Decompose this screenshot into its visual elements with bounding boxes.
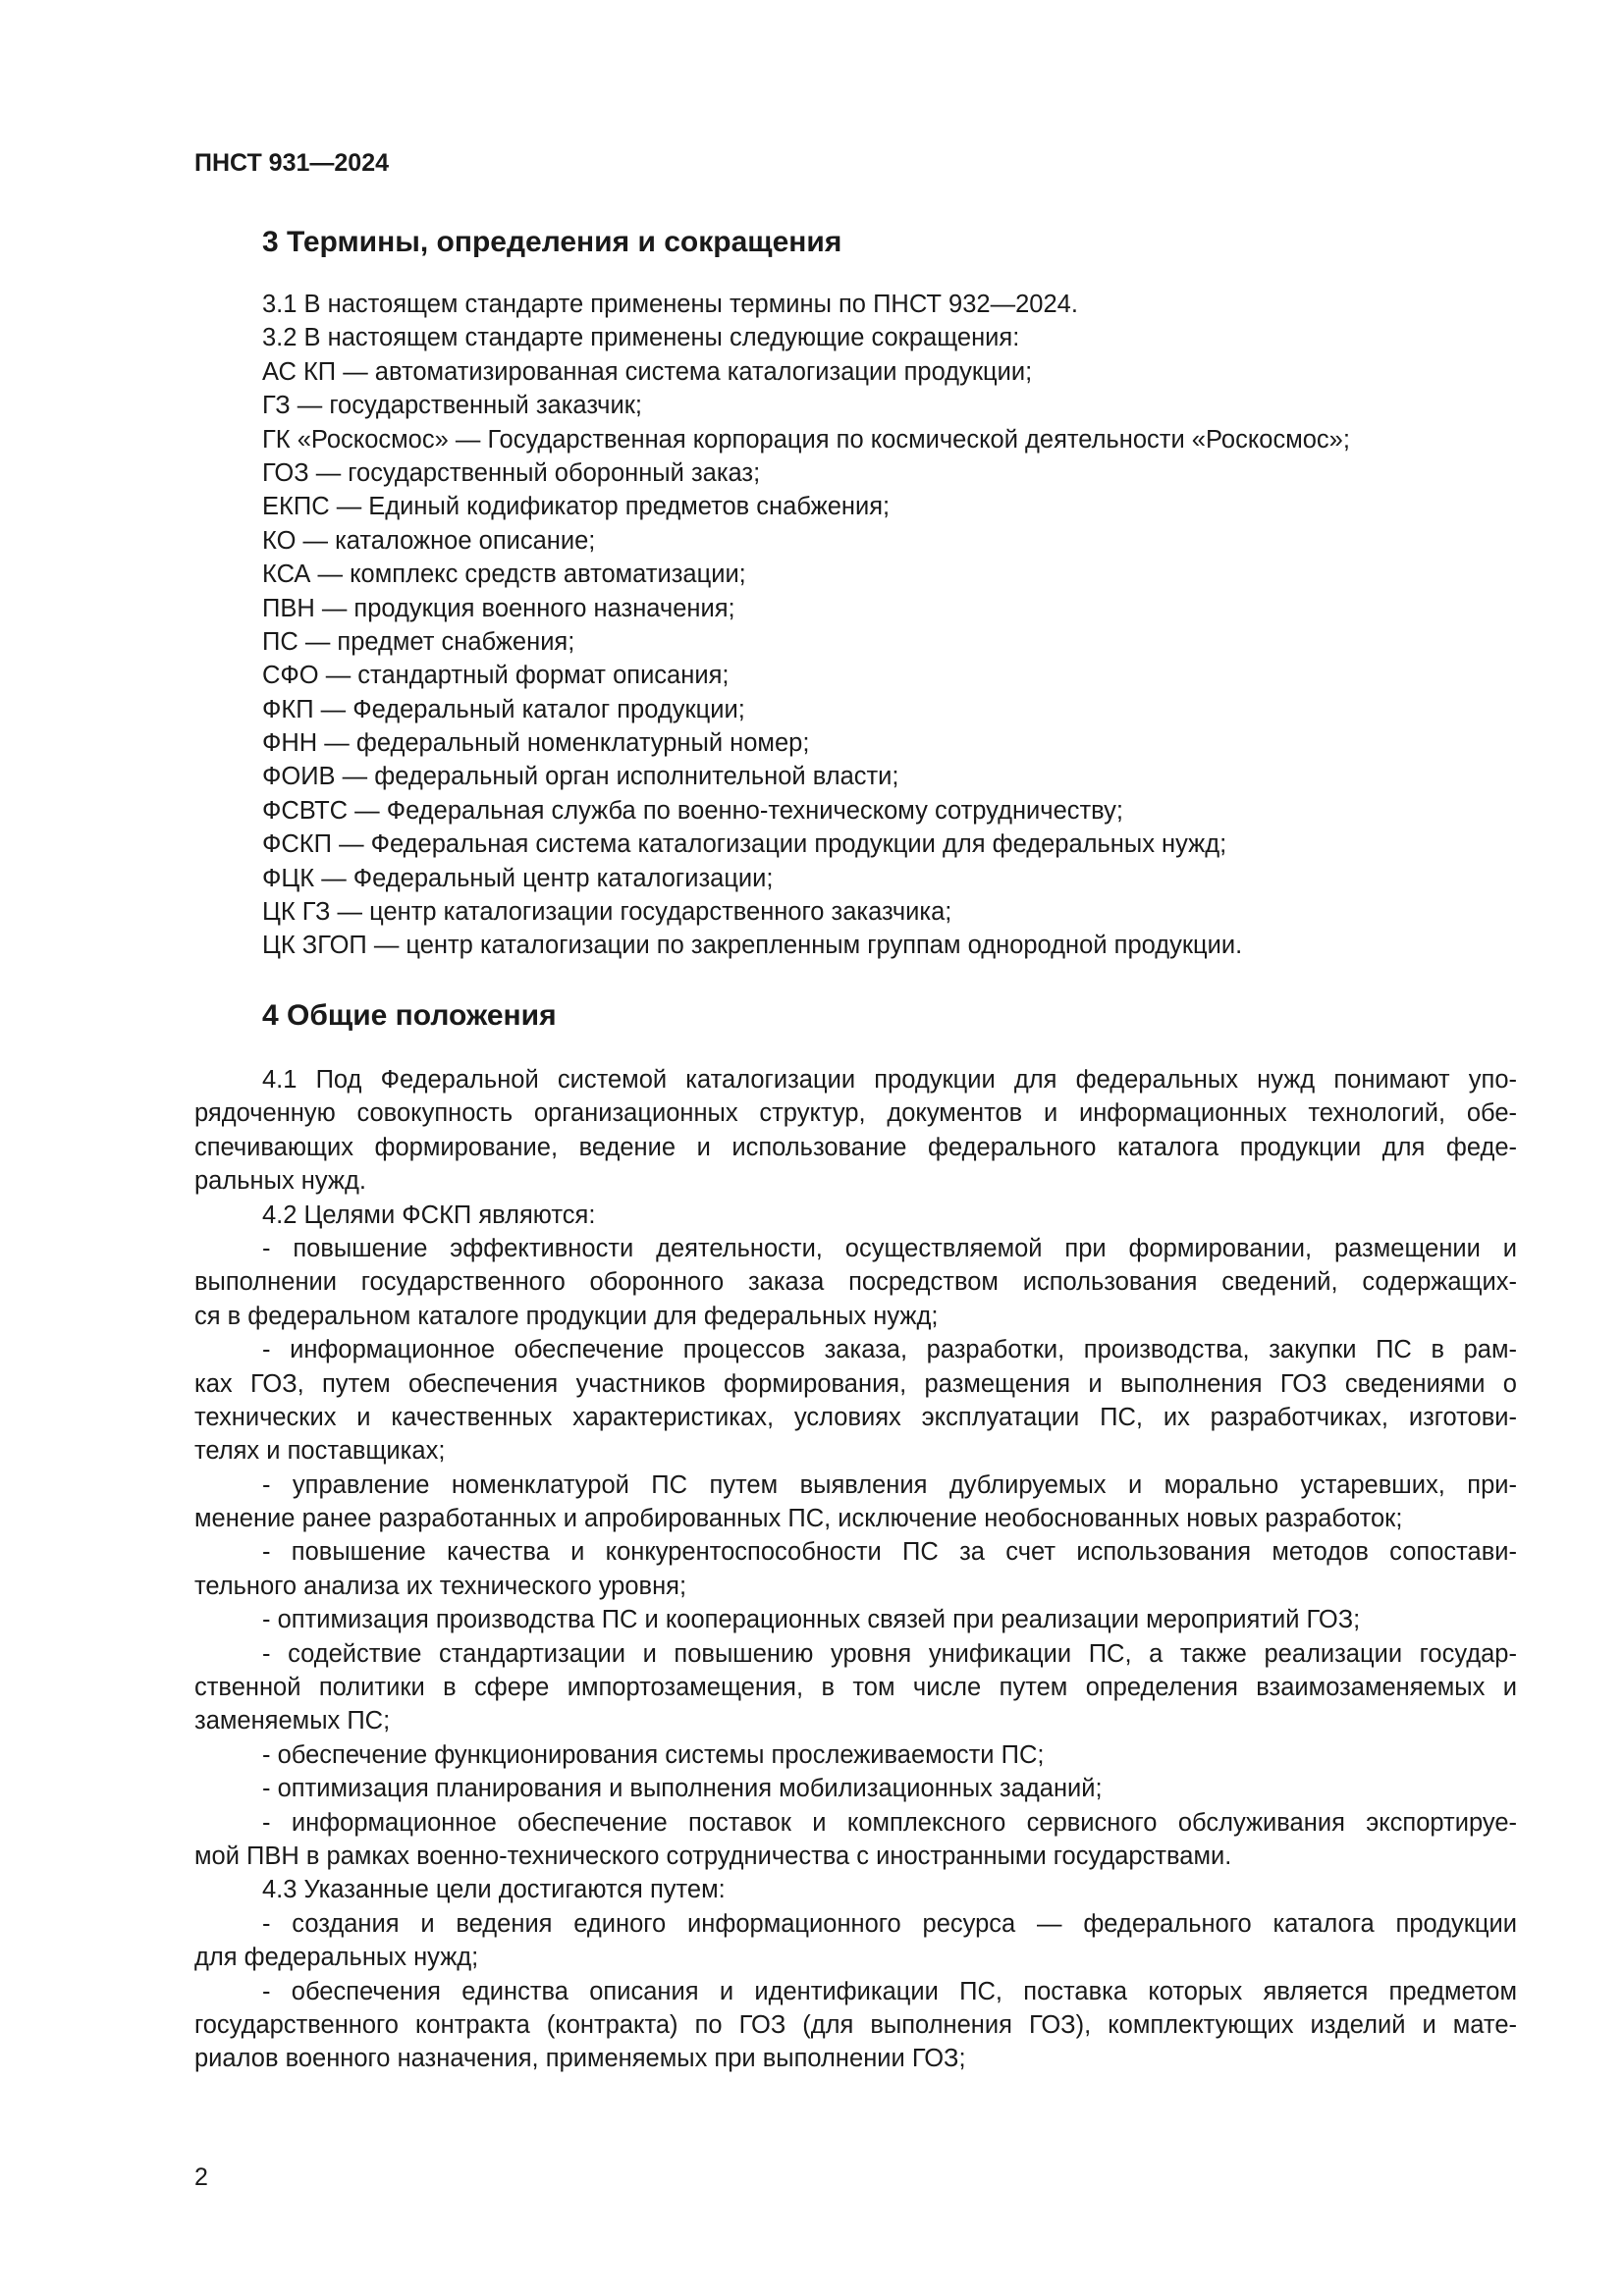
paragraph-line: для федеральных нужд; [194, 1944, 479, 1972]
paragraph-line: - информационное обеспечение процессов заказа, разработки, производства, закупки ПС в рам- [262, 1336, 1517, 1364]
abbreviation-line: ПС — предмет снабжения; [262, 627, 575, 656]
abbreviation-line: ФКП — Федеральный каталог продукции; [262, 695, 745, 723]
abbreviation-line: ГК «Роскосмос» — Государственная корпорация по космической деятельности «Роскосмос»; [262, 425, 1350, 454]
paragraph-line: - обеспечение функционирования системы прослеживаемости ПС; [262, 1740, 1045, 1769]
paragraph-line: 4.2 Целями ФСКП являются: [262, 1201, 596, 1229]
abbreviation-line: АС КП — автоматизированная система каталогизации продукции; [262, 357, 1033, 386]
paragraph-line: заменяемых ПС; [194, 1707, 391, 1735]
abbreviation-line: ГОЗ — государственный оборонный заказ; [262, 458, 761, 487]
abbreviation-line: ФСВТС — Федеральная служба по военно-техническому сотрудничеству; [262, 796, 1123, 825]
paragraph-line: спечивающих формирование, ведение и использование федерального каталога продукции для феде- [194, 1133, 1517, 1161]
paragraph-line: - создания и ведения единого информационного ресурса — федерального каталога продукции [262, 1909, 1517, 1938]
paragraph-line: риалов военного назначения, применяемых при выполнении ГОЗ; [194, 2045, 966, 2073]
paragraph-line: ральных нужд. [194, 1167, 366, 1196]
paragraph [194, 1333, 1517, 1468]
paragraph [194, 1535, 1517, 1603]
paragraph [194, 1232, 1517, 1333]
abbreviation-line: ФОИВ — федеральный орган исполнительной власти; [262, 763, 899, 791]
paragraph-line: ственной политики в сфере импортозамещения, в том числе путем определения взаимозаменяемых и [194, 1674, 1517, 1702]
abbreviation-line: ЕКПС — Единый кодификатор предметов снабжения; [262, 493, 891, 521]
paragraph-line: - содействие стандартизации и повышению уровня унификации ПС, а также реализации государ- [262, 1639, 1517, 1668]
abbreviation-line: ФНН — федеральный номенклатурный номер; [262, 729, 810, 758]
page-number: 2 [194, 2163, 208, 2191]
paragraph-line: ся в федеральном каталоге продукции для федеральных нужд; [194, 1302, 939, 1330]
section-3-heading: 3 Термины, определения и сокращения [262, 226, 842, 258]
paragraph [194, 1199, 1517, 1232]
paragraph [194, 1603, 1517, 1636]
paragraph-line: - повышение эффективности деятельности, осуществляемой при формировании, размещении и [262, 1234, 1517, 1262]
paragraph-line: рядоченную совокупность организационных структур, документов и информационных технологий, обе- [194, 1099, 1517, 1128]
abbreviation-line: ФЦК — Федеральный центр каталогизации; [262, 864, 774, 892]
abbreviation-line: КО — каталожное описание; [262, 526, 596, 555]
abbreviation-line: ЦК ЗГОП — центр каталогизации по закрепленным группам однородной продукции. [262, 932, 1243, 960]
paragraph-line: - информационное обеспечение поставок и комплексного сервисного обслуживания экспортируе- [262, 1808, 1517, 1837]
paragraph [194, 1738, 1517, 1772]
paragraph-line: - повышение качества и конкурентоспособности ПС за счет использования методов сопостави- [262, 1538, 1517, 1567]
paragraph [194, 1873, 1517, 1906]
paragraph [194, 1063, 1517, 1199]
paragraph-line: телях и поставщиках; [194, 1437, 446, 1466]
abbreviation-line: ПВН — продукция военного назначения; [262, 594, 735, 622]
abbreviation-line: ЦК ГЗ — центр каталогизации государственного заказчика; [262, 898, 952, 927]
paragraph-line: - оптимизация планирования и выполнения мобилизационных заданий; [262, 1775, 1103, 1803]
paragraph-line: государственного контракта (контракта) по ГОЗ (для выполнения ГОЗ), комплектующих изделий и мате- [194, 2010, 1517, 2039]
paragraph-line: - оптимизация производства ПС и кооперационных связей при реализации мероприятий ГОЗ; [262, 1606, 1361, 1634]
document-code-header: ПНСТ 931—2024 [194, 149, 389, 177]
paragraph-line: ках ГОЗ, путем обеспечения участников формирования, размещения и выполнения ГОЗ сведениями о [194, 1369, 1517, 1398]
paragraph-line: - управление номенклатурой ПС путем выявления дублируемых и морально устаревших, при- [262, 1470, 1517, 1499]
paragraph-line: - обеспечения единства описания и идентификации ПС, поставка которых является предметом [262, 1977, 1517, 2005]
section-4-body [194, 1063, 1517, 2076]
abbreviation-line: КСА — комплекс средств автоматизации; [262, 561, 746, 589]
paragraph-line: 4.3 Указанные цели достигаются путем: [262, 1876, 726, 1904]
abbreviation-line: 3.1 В настоящем стандарте применены термины по ПНСТ 932—2024. [262, 291, 1078, 318]
abbreviation-line: СФО — стандартный формат описания; [262, 662, 730, 690]
abbreviation-line: ФСКП — Федеральная система каталогизации продукции для федеральных нужд; [262, 830, 1227, 859]
paragraph [194, 1975, 1517, 2076]
abbreviation-line: 3.2 В настоящем стандарте применены следующие сокращения: [262, 324, 1020, 352]
paragraph-line: мой ПВН в рамках военно-технического сотрудничества с иностранными государствами. [194, 1842, 1232, 1870]
paragraph-line: тельного анализа их технического уровня; [194, 1572, 687, 1600]
paragraph [194, 1468, 1517, 1536]
section-4-heading: 4 Общие положения [262, 999, 557, 1032]
abbreviation-line: ГЗ — государственный заказчик; [262, 392, 642, 420]
paragraph [194, 1772, 1517, 1805]
paragraph-line: выполнении государственного оборонного заказа посредством использования сведений, содержащих- [194, 1268, 1517, 1297]
paragraph [194, 1907, 1517, 1975]
paragraph [194, 1637, 1517, 1738]
section-3-abbreviations-list [262, 288, 1539, 963]
paragraph [194, 1806, 1517, 1874]
paragraph-line: менение ранее разработанных и апробированных ПС, исключение необоснованных новых разработок; [194, 1505, 1403, 1533]
paragraph-line: 4.1 Под Федеральной системой каталогизации продукции для федеральных нужд понимают упо- [262, 1066, 1517, 1094]
paragraph-line: технических и качественных характеристиках, условиях эксплуатации ПС, их разработчиках, изготови- [194, 1403, 1517, 1431]
